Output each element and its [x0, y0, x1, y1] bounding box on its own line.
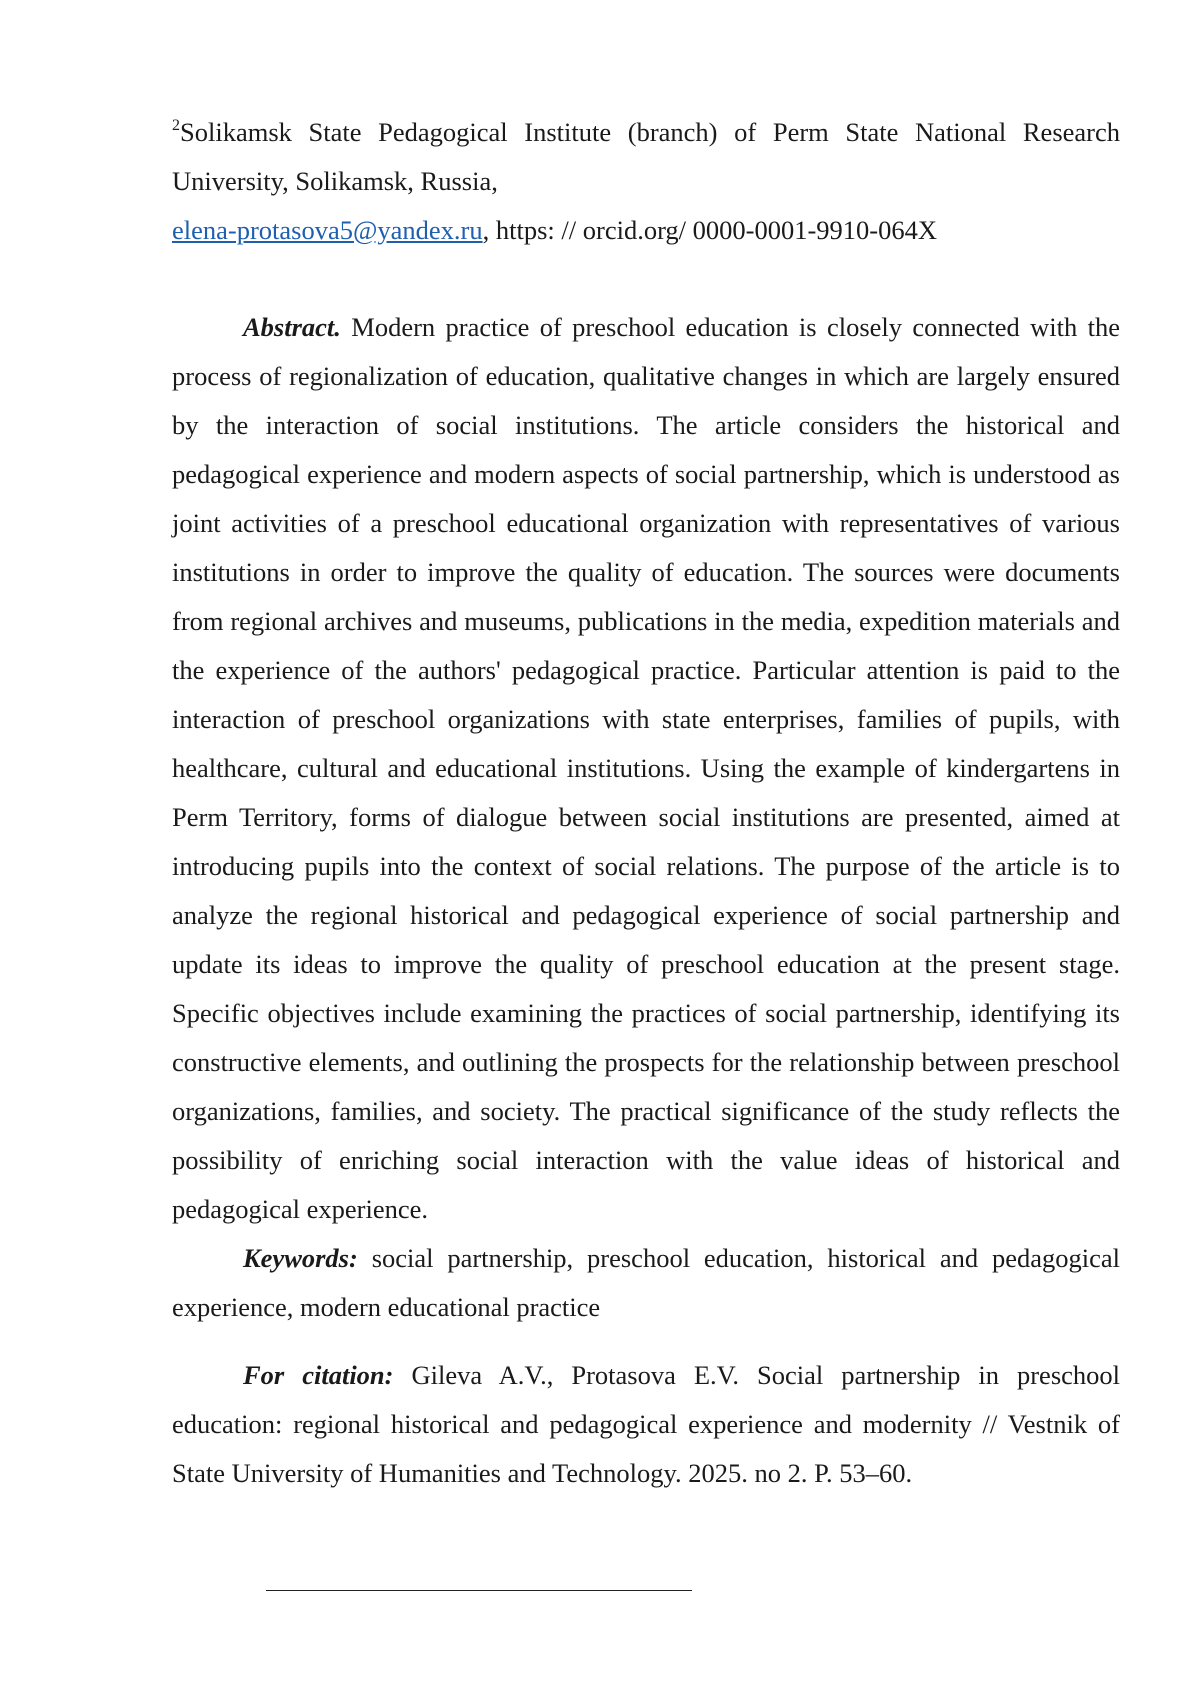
author-affiliation	[172, 108, 1120, 255]
affiliation-text: Solikamsk State Pedagogical Institute (branch) of Perm State National Research University, Solikamsk, Russia,	[172, 117, 1120, 196]
keywords-label: Keywords:	[243, 1243, 358, 1273]
citation-label: For citation:	[243, 1360, 394, 1390]
citation-text: Gileva A.V., Protasova E.V. Social partnership in preschool education: regional historical and pedagogical experience and modernity // Vestnik of State University of Humanities and Technology. 2025. no 2. P. 53–60.	[172, 1360, 1120, 1488]
abstract-paragraph	[172, 303, 1120, 1234]
keywords-text: social partnership, preschool education, historical and pedagogical experience, modern educational practice	[172, 1243, 1120, 1322]
affiliation-superscript: 2	[172, 117, 180, 134]
footnote-divider	[266, 1590, 692, 1591]
keywords-paragraph	[172, 1234, 1120, 1332]
orcid-text: , https: // orcid.org/ 0000-0001-9910-064X	[483, 215, 937, 245]
abstract-label: Abstract.	[243, 312, 341, 342]
page-content	[172, 108, 1120, 1498]
citation-paragraph	[172, 1351, 1120, 1498]
email-link[interactable]: elena-protasova5@yandex.ru	[172, 215, 483, 245]
abstract-text: Modern practice of preschool education is closely connected with the process of regionalization of education, qualitative changes in which are largely ensured by the interaction of social institutions. The article considers the historical and pedagogical experience and modern aspects of social partnership, which is understood as joint activities of a preschool educational organization with representatives of various institutions in order to improve the quality of education. The sources were documents from regional archives and museums, publications in the media, expedition materials and the experience of the authors' pedagogical practice. Particular attention is paid to the interaction of preschool organizations with state enterprises, families of pupils, with healthcare, cultural and educational institutions. Using the example of kindergartens in Perm Territory, forms of dialogue between social institutions are presented, aimed at introducing pupils into the context of social relations. The purpose of the article is to analyze the regional historical and pedagogical experience of social partnership and update its ideas to improve the quality of preschool education at the present stage. Specific objectives include examining the practices of social partnership, identifying its constructive elements, and outlining the prospects for the relationship between preschool organizations, families, and society. The practical significance of the study reflects the possibility of enriching social interaction with the value ideas of historical and pedagogical experience.	[172, 312, 1120, 1224]
